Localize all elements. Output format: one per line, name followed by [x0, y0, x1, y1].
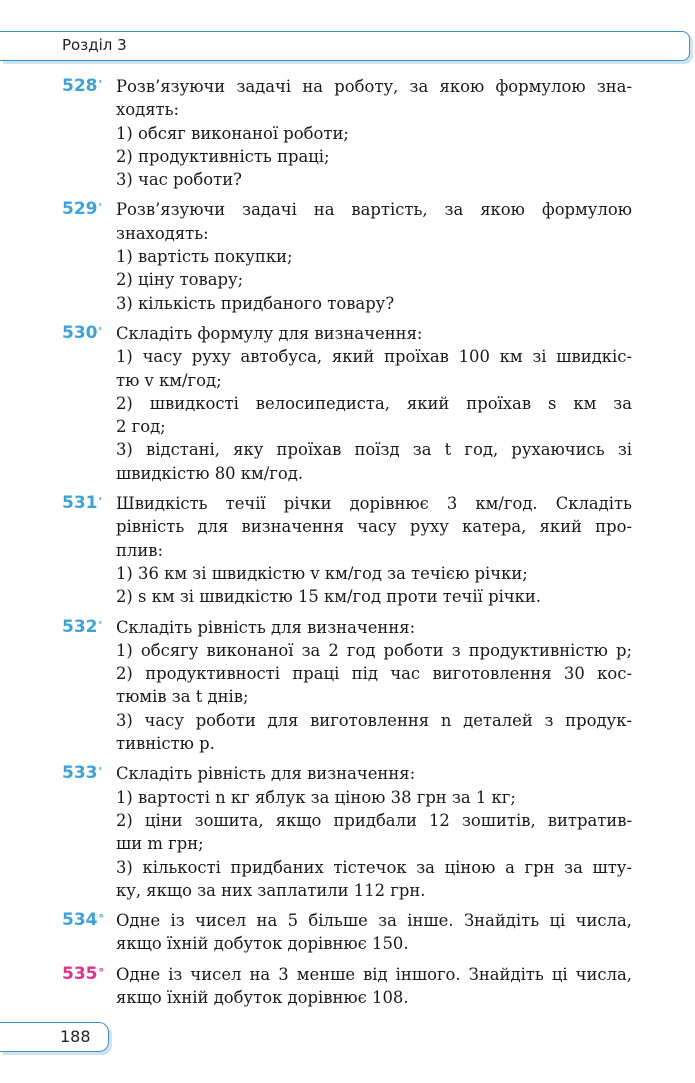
exercise-text-line: Складіть рівність для визначення:: [116, 617, 416, 637]
exercise-text-line: 1) 36 км зі швидкістю v км/год за течією річки;: [116, 563, 528, 583]
exercise-text-line: 2) швидкості велосипедиста, який проїхав s км за: [116, 393, 632, 413]
exercise-number: 528': [62, 76, 102, 96]
exercise-text-line: 1) часу руху автобуса, який проїхав 100 км зі швидкіс-: [116, 347, 632, 367]
exercise-number: 530': [62, 322, 102, 343]
page-number: 188: [60, 1027, 91, 1046]
exercise-text-line: Швидкість течії річки дорівнює 3 км/год. Складіть: [116, 494, 632, 514]
exercise-text-line: тю v км/год;: [116, 370, 222, 390]
exercise-text-line: якщо їхній добуток дорівнює 108.: [116, 987, 409, 1007]
exercise-number: 535°: [62, 963, 104, 984]
exercise-text-line: якщо їхній добуток дорівнює 150.: [116, 934, 409, 954]
exercise-528: [62, 75, 632, 191]
exercise-text-line: Розв’язуючи задачі на вартість, за якою формулою: [116, 200, 632, 220]
exercise-text-line: 1) обсяг виконаної роботи;: [116, 123, 349, 143]
exercise-text-line: 2) продуктивності праці під час виготовлення 30 кос-: [116, 664, 632, 684]
exercise-text-line: 2) s км зі швидкістю 15 км/год проти течії річки.: [116, 587, 542, 607]
exercise-text-line: 1) вартості n кг яблук за ціною 38 грн за 1 кг;: [116, 787, 516, 807]
exercise-text-line: 2) ціну товару;: [116, 270, 244, 290]
exercise-text-line: 3) часу роботи для виготовлення n деталей з продук-: [116, 710, 632, 730]
exercise-531: [62, 492, 632, 608]
exercise-text-line: Одне із чисел на 5 більше за інше. Знайдіть ці числа,: [116, 911, 632, 931]
exercise-text-line: 3) час роботи?: [116, 170, 242, 190]
exercise-text-line: 2) продуктивність праці;: [116, 146, 330, 166]
exercise-529: [62, 198, 632, 314]
problem-list: [62, 75, 632, 1016]
exercise-text-line: 3) кількість придбаного товару?: [116, 293, 395, 313]
exercise-535: [62, 963, 632, 1010]
exercise-text-line: знаходять:: [116, 223, 209, 243]
exercise-text-line: 1) вартість покупки;: [116, 247, 293, 267]
exercise-number: 532': [62, 616, 102, 637]
chapter-title: Розділ 3: [62, 36, 127, 54]
exercise-number: 533': [62, 763, 102, 784]
exercise-text-line: Складіть рівність для визначення:: [116, 764, 416, 784]
exercise-text-line: Складіть формулу для визначення:: [116, 323, 423, 343]
exercise-text-line: Одне із чисел на 3 менше від іншого. Знайдіть ці числа,: [116, 964, 632, 984]
exercise-number: 534°: [62, 910, 104, 931]
exercise-text-line: тивністю p.: [116, 734, 215, 754]
exercise-text-line: рівність для визначення часу руху катера, який про-: [116, 517, 632, 537]
exercise-530: [62, 322, 632, 485]
exercise-text-line: ши m грн;: [116, 834, 204, 854]
exercise-text-line: тюмів за t днів;: [116, 687, 249, 707]
exercise-number: 529': [62, 199, 102, 220]
exercise-text-line: Розв’язуючи задачі на роботу, за якою формулою зна-: [116, 77, 632, 96]
exercise-533: [62, 762, 632, 902]
exercise-text-line: плив:: [116, 540, 164, 560]
exercise-text-line: ку, якщо за них заплатили 112 грн.: [116, 880, 426, 900]
exercise-text-line: 2 год;: [116, 417, 166, 437]
chapter-header: [0, 31, 690, 61]
exercise-534: [62, 909, 632, 956]
exercise-text-line: швидкістю 80 км/год.: [116, 463, 304, 483]
page-footer: [0, 1022, 109, 1052]
exercise-text-line: 3) кількості придбаних тістечок за ціною a грн за шту-: [116, 857, 632, 877]
exercise-text-line: ходять:: [116, 100, 180, 120]
exercise-532: [62, 616, 632, 756]
exercise-text-line: 3) відстані, яку проїхав поїзд за t год, рухаючись зі: [116, 440, 632, 460]
exercise-text-line: 1) обсягу виконаної за 2 год роботи з продуктивністю p;: [116, 640, 632, 660]
exercise-number: 531': [62, 493, 102, 514]
exercise-text-line: 2) ціни зошита, якщо придбали 12 зошитів, витратив-: [116, 810, 632, 830]
